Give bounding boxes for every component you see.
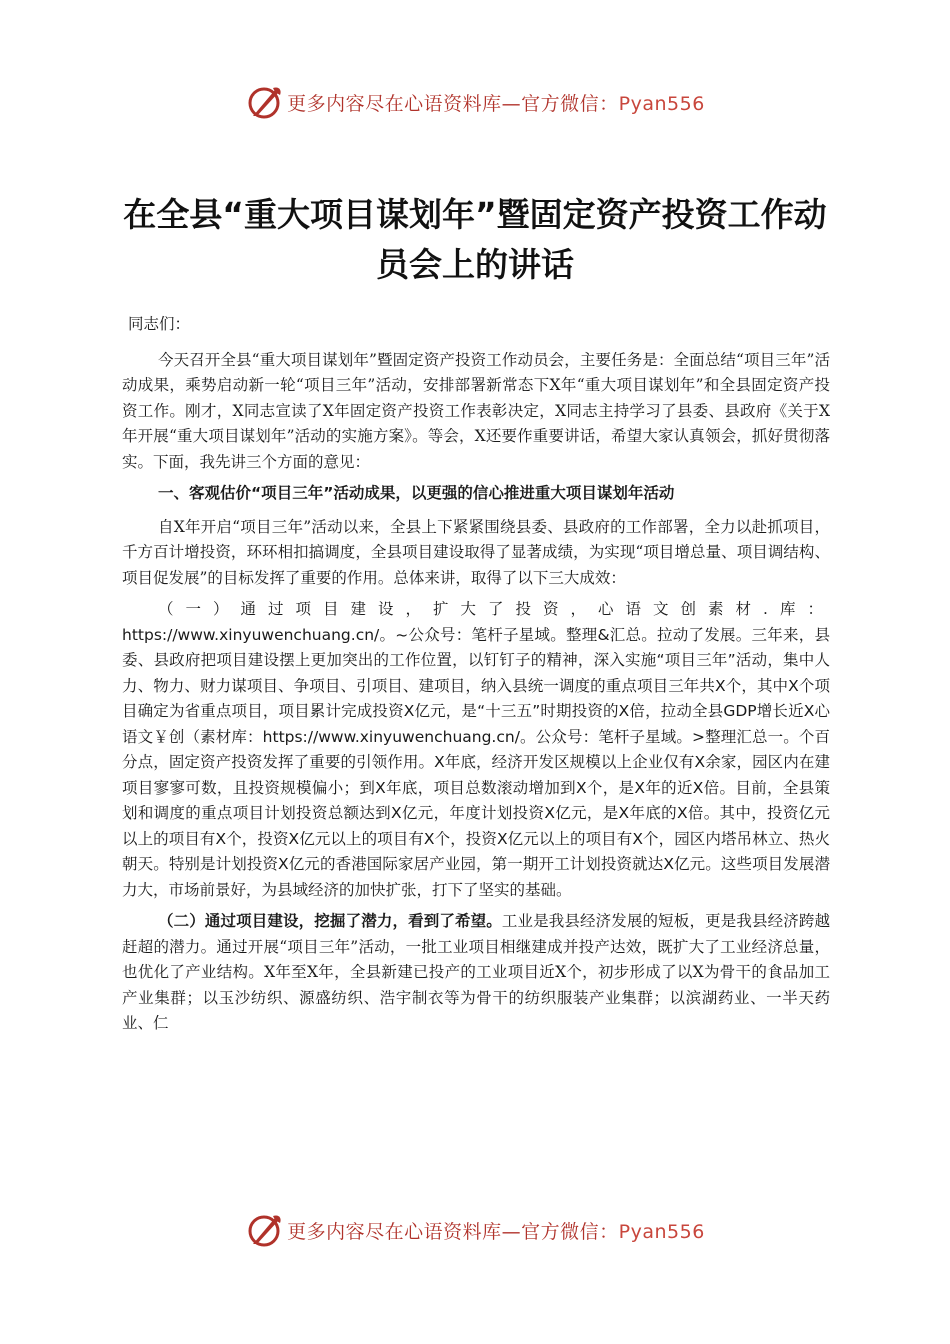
banner-text [287,89,705,116]
wechat-id: Pyan556 [618,92,705,115]
point-1-paragraph [122,597,830,903]
footer-banner [0,1210,950,1250]
intro-paragraph: 今天召开全县“重大项目谋划年”暨固定资产投资工作动员会，主要任务是：全面总结“项目三年”活动成果，乘势启动新一轮“项目三年”活动，安排部署新常态下X年“重大项目谋划年”和全县固定资产投资工作。刚才，X同志宣读了X年固定资产投资工作表彰决定，X同志主持学习了县委、县政府《关于X年开展“重大项目谋划年”活动的实施方案》。等会，X还要作重要讲话，希望大家认真领会，抓好贯彻落实。下面，我先讲三个方面的意见： [122,350,830,471]
document-body [122,312,830,1043]
banner-label: 更多内容尽在心语资料库—官方微信： [287,92,619,115]
quill-logo-icon [245,82,285,122]
salutation: 同志们： [128,315,191,333]
point-2-lead: （二）通过项目建设，挖掘了潜力，看到了希望。 [158,912,502,930]
header-banner [0,82,950,122]
quill-logo-icon [245,1210,285,1250]
wechat-id: Pyan556 [618,1220,705,1243]
point-1-lead: （一）通过项目建设，扩大了投资，心语文创素材.库： [158,600,830,618]
banner-text [287,1217,705,1244]
point-2-body: 工业是我县经济发展的短板，更是我县经济跨越赶超的潜力。通过开展“项目三年”活动，一批工业项目相继建成并投产达效，既扩大了工业经济总量，也优化了产业结构。X年至X年，全县新建已投产的工业项目近X个，初步形成了以X为骨干的食品加工产业集群；以玉沙纺织、源盛纺织、浩宇制衣等为骨干的纺织服装产业集群；以滨湖药业、一半天药业、仁 [122,912,830,1032]
banner-label: 更多内容尽在心语资料库—官方微信： [287,1220,619,1243]
point-2-paragraph [122,909,830,1037]
section-1-heading: 一、客观估价“项目三年”活动成果，以更强的信心推进重大项目谋划年活动 [158,484,675,502]
point-1-body: https://www.xinyuwenchuang.cn/。~公众号：笔杆子星域。整理&汇总。拉动了发展。三年来，县委、县政府把项目建设摆上更加突出的工作位置，以钉钉子的精神，深入实施“项目三年”活动，集中人力、物力、财力谋项目、争项目、引项目、建项目，纳入县统一调度的重点项目三年共X个，其中X个项目确定为省重点项目，项目累计完成投资X亿元，是“十三五”时期投资的X倍，拉动全县GDP增长近X心语文￥创（素材库：https://www.xinyuwenchuang.cn/。公众号：笔杆子星域。>整理汇总一。个百分点，固定资产投资发挥了重要的引领作用。X年底，经济开发区规模以上企业仅有X余家，园区内在建项目寥寥可数，且投资规模偏小；到X年底，项目总数滚动增加到X个，是X年的近X倍。目前，全县策划和调度的重点项目计划投资总额达到X亿元，年度计划投资X亿元，是X年底的X倍。其中，投资亿元以上的项目有X个，投资X亿元以上的项目有X个，投资X亿元以上的项目有X个，园区内塔吊林立、热火朝天。特别是计划投资X亿元的香港国际家居产业园，第一期开工计划投资就达X亿元。这些项目发展潜力大，市场前景好，为县域经济的加快扩张，打下了坚实的基础。 [122,625,830,899]
section-1-paragraph: 自X年开启“项目三年”活动以来，全县上下紧紧围绕县委、县政府的工作部署，全力以赴抓项目，千方百计增投资，环环相扣搞调度，全县项目建设取得了显著成绩，为实现“项目增总量、项目调结构、项目促发展”的目标发挥了重要的作用。总体来讲，取得了以下三大成效： [122,517,830,587]
document-title: 在全县“重大项目谋划年”暨固定资产投资工作动员会上的讲话 [123,195,827,284]
